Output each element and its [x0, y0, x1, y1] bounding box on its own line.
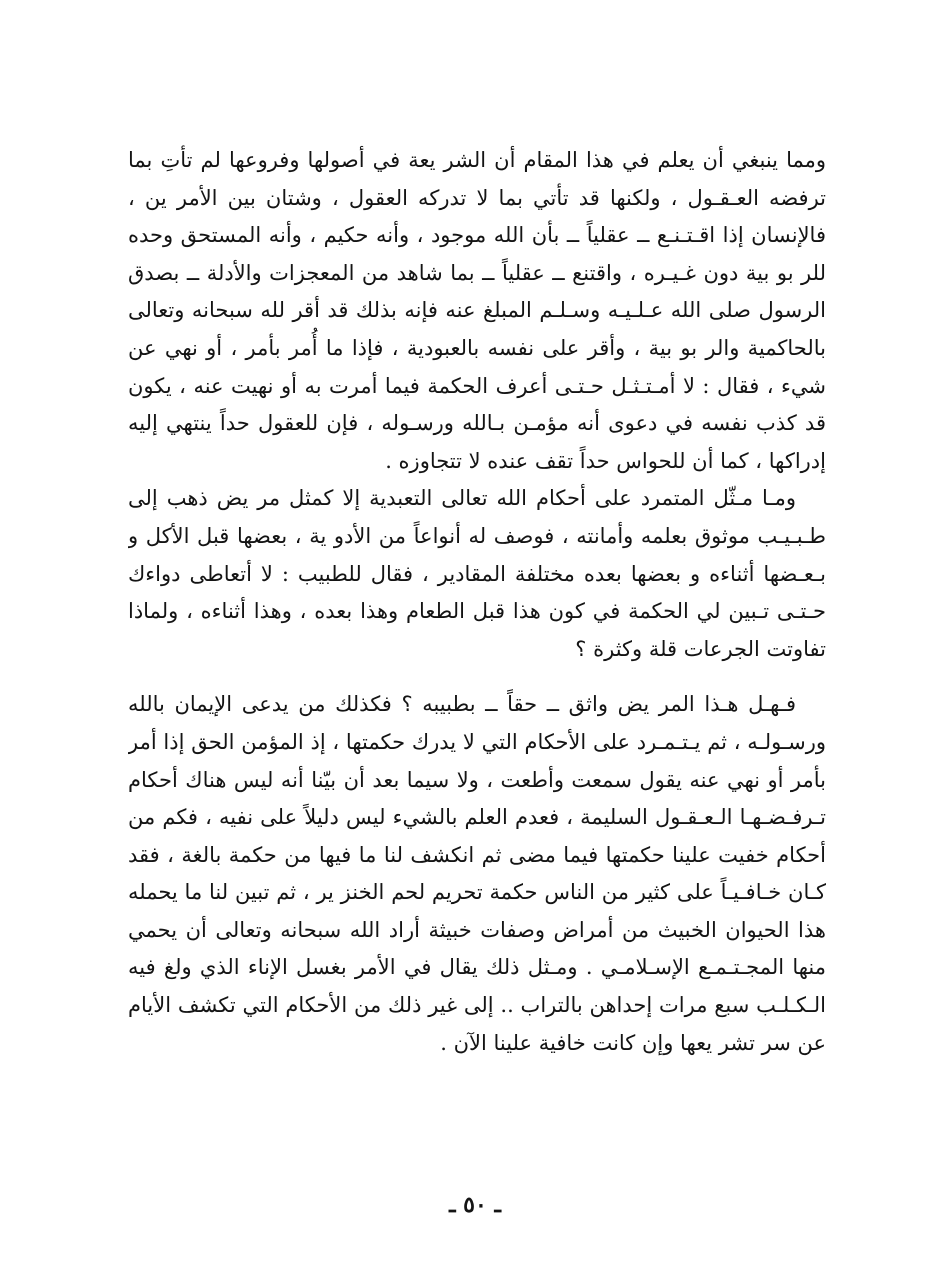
paragraph-2: ومـا مـثّل المتمرد على أحكام الله تعالى التعبدية إلا كمثل مر يض ذهب إلى طـبـيـب موثوق بعلمه وأمانته ، فوصف له أنواعاً من الأدو ية ، بعضها قبل الأكل و بـعـضها أثناءه و بعضها بعده مختلفة المقادير ، فقال للطبيب : لا أتعاطى دواءك حـتـى تـبين لي الحكمة في كون هذا قبل الطعام وهذا بعده ، وهذا أثناءه ، ولماذا تفاوتت الجرعات قلة وكثرة ؟: [128, 486, 826, 661]
page-number: ـ ٥٠ ـ: [449, 1192, 501, 1218]
paragraph-3: فـهـل هـذا المر يض واثق ــ حقاً ــ بطبيبه ؟ فكذلك من يدعى الإيمان بالله ورسـولـه ، ثم يـتـمـرد على الأحكام التي لا يدرك حكمتها ، إذ المؤمن الحق إذا أمر بأمر أو نهي عنه يقول سمعت وأطعت ، ولا سيما بعد أن بيّنا أنه ليس هناك أحكام تـرفـضـهـا الـعـقـول السليمة ، فعدم العلم بالشيء ليس دليلاً على نفيه ، فكم من أحكام خفيت علينا حكمتها فيما مضى ثم انكشف لنا ما فيها من حكمة بالغة ، فقد كـان خـافـيـاً على كثير من الناس حكمة تحريم لحم الخنز ير ، ثم تبين لنا ما يحمله هذا الحيوان الخبيث من أمراض وصفات خبيثة أراد الله سبحانه وتعالى أن يحمي منها المجـتـمـع الإسـلامـي . ومـثل ذلك يقال في الأمر بغسل الإناء الذي ولغ فيه الـكـلـب سبع مرات إحداهن بالتراب .. إلى غير ذلك من الأحكام التي تكشف الأيام عن سر تشر يعها وإن كانت خافية علينا الآن .: [128, 692, 826, 1055]
page-body: [128, 142, 826, 1252]
paragraph-1: ومما ينبغي أن يعلم في هذا المقام أن الشر يعة في أصولها وفروعها لم تأتِ بما ترفضه العـقـول ، ولكنها قد تأتي بما لا تدركه العقول ، وشتان بين الأمر ين ، فالإنسان إذا اقـتـنـع ــ عقلياً ــ بأن الله موجود ، وأنه حكيم ، وأنه المستحق وحده للر بو بية دون غـيـره ، واقتنع ــ عقلياً ــ بما شاهد من المعجزات والأدلة ــ بصدق الرسول صلى الله عـلـيـه وسـلـم المبلغ عنه فإنه بذلك قد أقر لله سبحانه وتعالى بالحاكمية والر بو بية ، وأقر على نفسه بالعبودية ، فإذا ما أُمر بأمر ، أو نهي عن شيء ، فقال : لا أمـتـثـل حـتـى أعرف الحكمة فيما أمرت به أو نهيت عنه ، يكون قد كذب نفسه في دعوى أنه مؤمـن بـالله ورسـوله ، فإن للعقول حداً ينتهي إليه إدراكها ، كما أن للحواس حداً تقف عنده لا تتجاوزه .: [128, 148, 826, 473]
